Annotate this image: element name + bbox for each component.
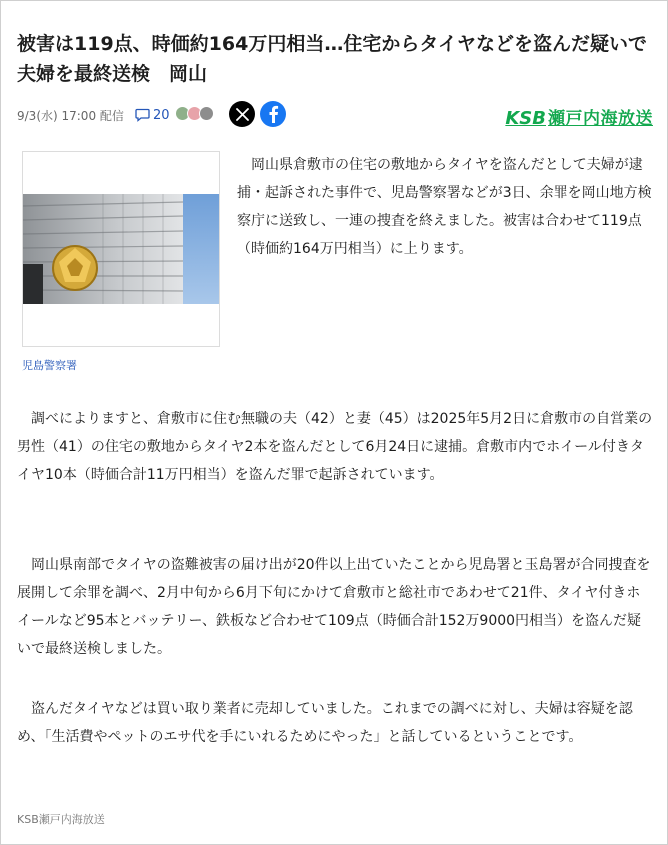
media-logo-mark: KSB bbox=[505, 108, 546, 129]
media-logo-name: 瀬戸内海放送 bbox=[548, 109, 653, 129]
comment-bubble-icon bbox=[135, 108, 150, 122]
facebook-logo-icon bbox=[267, 105, 279, 123]
article-source: KSB瀬戸内海放送 bbox=[17, 813, 105, 826]
article-paragraph: 岡山県南部でタイヤの盗難被害の届け出が20件以上出ていたことから児島署と玉島署が合同捜査を展開して余罪を調べ、2月中旬から6月下旬にかけて倉敷市と総社市であわせて21件、タイヤ付きホイールなど95本とバッテリー、鉄板など合わせて109点（時価合計152万9000円相当）を盗んだ疑いで最終送検しました。 bbox=[17, 557, 651, 657]
x-logo-icon bbox=[236, 108, 249, 121]
share-facebook-button[interactable] bbox=[260, 101, 286, 127]
comment-count: 20 bbox=[153, 107, 170, 123]
media-logo[interactable] bbox=[505, 104, 653, 129]
article-paragraph: 盗んだタイヤなどは買い取り業者に売却していました。これまでの調べに対し、夫婦は容疑を認め、「生活費やペットのエサ代を手にいれるためにやった」と話しているということです。 bbox=[17, 701, 633, 745]
comments-button[interactable] bbox=[135, 105, 170, 125]
article-paragraph: 調べによりますと、倉敷市に住む無職の夫（42）と妻（45）は2025年5月2日に倉敷市の自営業の男性（41）の住宅の敷地からタイヤ2本を盗んだとして6月24日に逮捕。倉敷市内でホイール付きタイヤ10本（時価合計11万円相当）を盗んだ罪で起訴されています。 bbox=[17, 411, 653, 483]
publish-date: 9/3(水) 17:00 配信 bbox=[17, 109, 124, 123]
commenter-avatars bbox=[175, 106, 214, 121]
article-photo[interactable] bbox=[22, 151, 220, 347]
article-lead: 岡山県倉敷市の住宅の敷地からタイヤを盗んだとして夫婦が逮捕・起訴された事件で、児島警察署などが3日、余罪を岡山地方検察庁に送致し、一連の捜査を終えました。被害は合わせて119点（時価約164万円相当）に上ります。 bbox=[237, 157, 652, 257]
police-building-photo bbox=[23, 194, 219, 304]
share-x-button[interactable] bbox=[229, 101, 255, 127]
avatar bbox=[199, 106, 214, 121]
article-title: 被害は119点、時価約164万円相当…住宅からタイヤなどを盗んだ疑いで夫婦を最終送検 岡山 bbox=[17, 33, 647, 85]
photo-caption-link[interactable]: 児島警察署 bbox=[22, 359, 77, 372]
article-meta bbox=[17, 101, 653, 129]
